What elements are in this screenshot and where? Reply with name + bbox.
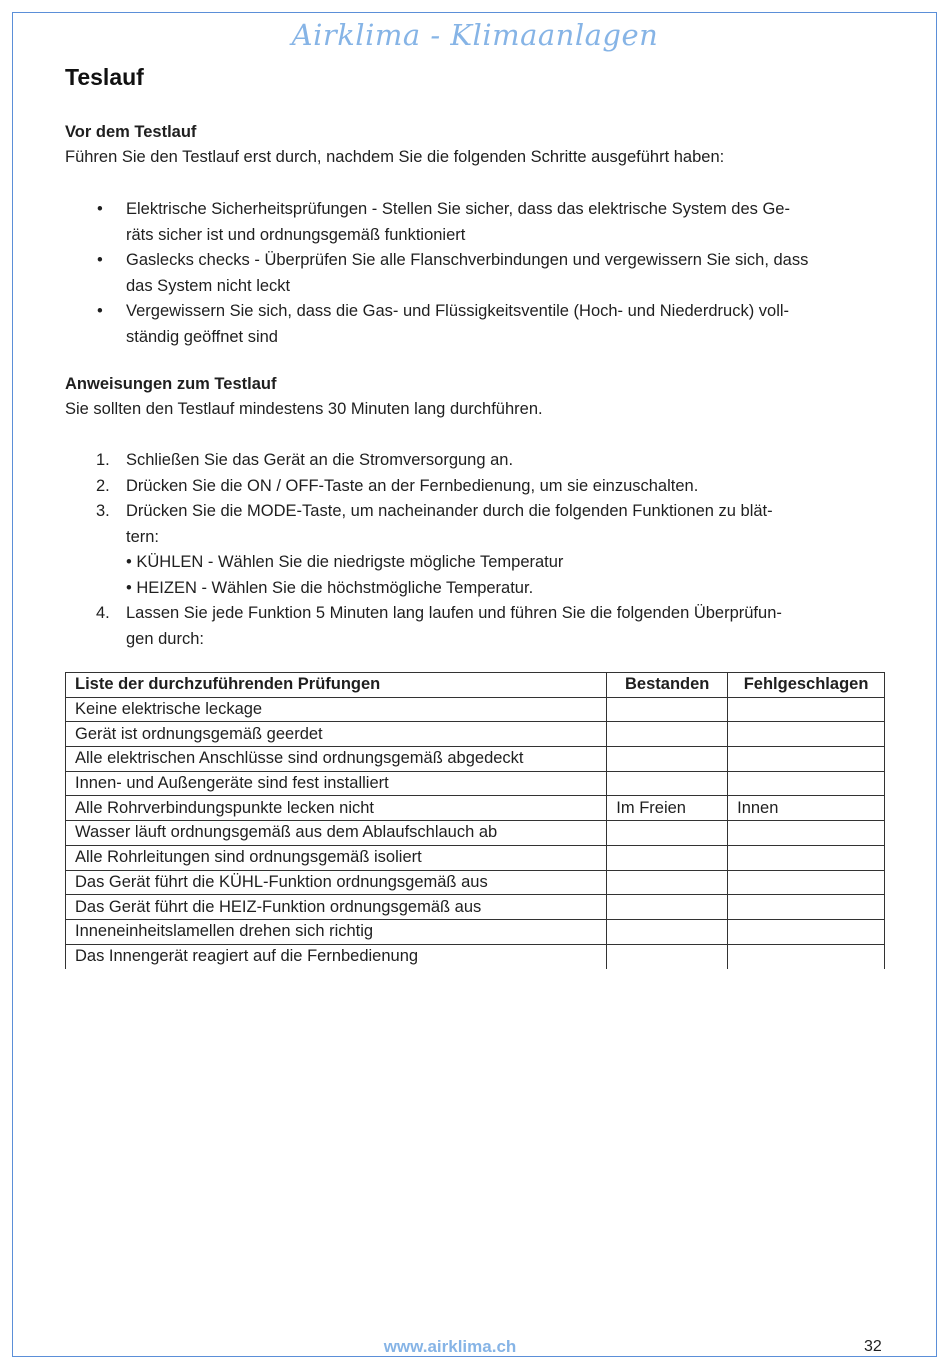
table-cell-passed	[607, 919, 728, 944]
table-cell-passed	[607, 944, 728, 969]
table-cell-passed	[607, 845, 728, 870]
table-cell-passed	[607, 895, 728, 920]
table-cell-passed	[607, 722, 728, 747]
table-cell-check: Wasser läuft ordnungsgemäß aus dem Ablaufschlauch ab	[66, 821, 607, 846]
step-number: 3.	[96, 502, 110, 520]
table-cell-passed	[607, 697, 728, 722]
table-row	[66, 697, 885, 722]
list-item	[65, 499, 885, 601]
bullet-icon: •	[97, 200, 103, 218]
table-cell-check: Alle Rohrleitungen sind ordnungsgemäß isoliert	[66, 845, 607, 870]
instructions-intro: Sie sollten den Testlauf mindestens 30 Minuten lang durchführen.	[65, 400, 543, 418]
step-number: 2.	[96, 476, 110, 495]
list-item-text: das System nicht leckt	[126, 276, 291, 295]
list-item	[65, 248, 885, 299]
list-item	[65, 197, 885, 248]
table-cell-passed	[607, 747, 728, 772]
table-cell-check: Keine elektrische leckage	[66, 697, 607, 722]
table-cell-check: Das Gerät führt die HEIZ-Funktion ordnungsgemäß aus	[66, 895, 607, 920]
list-item	[65, 448, 885, 474]
table-cell-failed: Innen	[728, 796, 885, 821]
table-row	[66, 722, 885, 747]
checklist-table	[65, 672, 885, 969]
step-text: Schließen Sie das Gerät an die Stromversorgung an.	[126, 451, 514, 469]
table-cell-passed	[607, 870, 728, 895]
column-header-check: Liste der durchzuführenden Prüfungen	[66, 673, 607, 698]
table-row	[66, 870, 885, 895]
step-text: • HEIZEN - Wählen Sie die höchstmögliche Temperatur.	[126, 578, 534, 597]
table-cell-passed: Im Freien	[607, 796, 728, 821]
page-number: 32	[864, 1338, 882, 1355]
table-cell-check: Innen- und Außengeräte sind fest installiert	[66, 771, 607, 796]
table-cell-failed	[728, 895, 885, 920]
step-text: tern:	[126, 527, 160, 546]
table-cell-failed	[728, 845, 885, 870]
table-row	[66, 796, 885, 821]
table-body	[66, 697, 885, 969]
bullet-icon: •	[97, 302, 103, 320]
table-row	[66, 821, 885, 846]
table-cell-failed	[728, 944, 885, 969]
table-row	[66, 771, 885, 796]
list-item-text: Elektrische Sicherheitsprüfungen - Stellen Sie sicher, dass das elektrische System des Ge-	[126, 200, 790, 218]
table-cell-failed	[728, 821, 885, 846]
table-cell-check: Gerät ist ordnungsgemäß geerdet	[66, 722, 607, 747]
table-row	[66, 944, 885, 969]
before-heading: Vor dem Testlauf	[65, 123, 197, 141]
page-title: Teslauf	[65, 64, 144, 90]
table-header-row	[66, 673, 885, 698]
table-cell-failed	[728, 722, 885, 747]
step-text: Drücken Sie die MODE-Taste, um nacheinander durch die folgenden Funktionen zu blät-	[126, 502, 773, 520]
table-cell-failed	[728, 771, 885, 796]
table-cell-failed	[728, 697, 885, 722]
column-header-failed: Fehlgeschlagen	[728, 673, 885, 698]
table-row	[66, 919, 885, 944]
column-header-passed: Bestanden	[607, 673, 728, 698]
table-row	[66, 747, 885, 772]
instructions-heading: Anweisungen zum Testlauf	[65, 375, 277, 393]
step-number: 4.	[96, 604, 110, 622]
table-row	[66, 895, 885, 920]
list-item-text: räts sicher ist und ordnungsgemäß funktioniert	[126, 225, 466, 244]
list-item	[65, 474, 885, 500]
table-cell-passed	[607, 821, 728, 846]
table-cell-failed	[728, 919, 885, 944]
step-text: gen durch:	[126, 629, 204, 648]
table-cell-check: Alle elektrischen Anschlüsse sind ordnungsgemäß abgedeckt	[66, 747, 607, 772]
list-item	[65, 299, 885, 350]
footer-url[interactable]: www.airklima.ch	[383, 1337, 517, 1356]
table-cell-check: Das Innengerät reagiert auf die Fernbedienung	[66, 944, 607, 969]
list-item-text: Vergewissern Sie sich, dass die Gas- und Flüssigkeitsventile (Hoch- und Niederdruck) voll-	[126, 302, 790, 320]
instructions-steps	[65, 448, 885, 652]
list-item-text: Gaslecks checks - Überprüfen Sie alle Flanschverbindungen und vergewissern Sie sich, dass	[126, 251, 809, 269]
table-row	[66, 845, 885, 870]
step-text: • KÜHLEN - Wählen Sie die niedrigste mögliche Temperatur	[126, 553, 564, 571]
step-number: 1.	[96, 451, 110, 469]
table-cell-check: Das Gerät führt die KÜHL-Funktion ordnungsgemäß aus	[66, 870, 607, 895]
table-cell-check: Inneneinheitslamellen drehen sich richtig	[66, 919, 607, 944]
before-intro: Führen Sie den Testlauf erst durch, nachdem Sie die folgenden Schritte ausgeführt haben:	[65, 148, 725, 166]
table-cell-check: Alle Rohrverbindungspunkte lecken nicht	[66, 796, 607, 821]
step-text: Drücken Sie die ON / OFF-Taste an der Fernbedienung, um sie einzuschalten.	[126, 476, 699, 495]
list-item-text: ständig geöffnet sind	[126, 327, 278, 346]
bullet-icon: •	[97, 251, 103, 269]
list-item	[65, 601, 885, 652]
brand-title: Airklima - Klimaanlagen	[291, 18, 659, 52]
table-cell-failed	[728, 747, 885, 772]
table-cell-passed	[607, 771, 728, 796]
table-cell-failed	[728, 870, 885, 895]
before-checklist	[65, 197, 885, 350]
step-text: Lassen Sie jede Funktion 5 Minuten lang laufen und führen Sie die folgenden Überprüfun-	[126, 604, 782, 622]
